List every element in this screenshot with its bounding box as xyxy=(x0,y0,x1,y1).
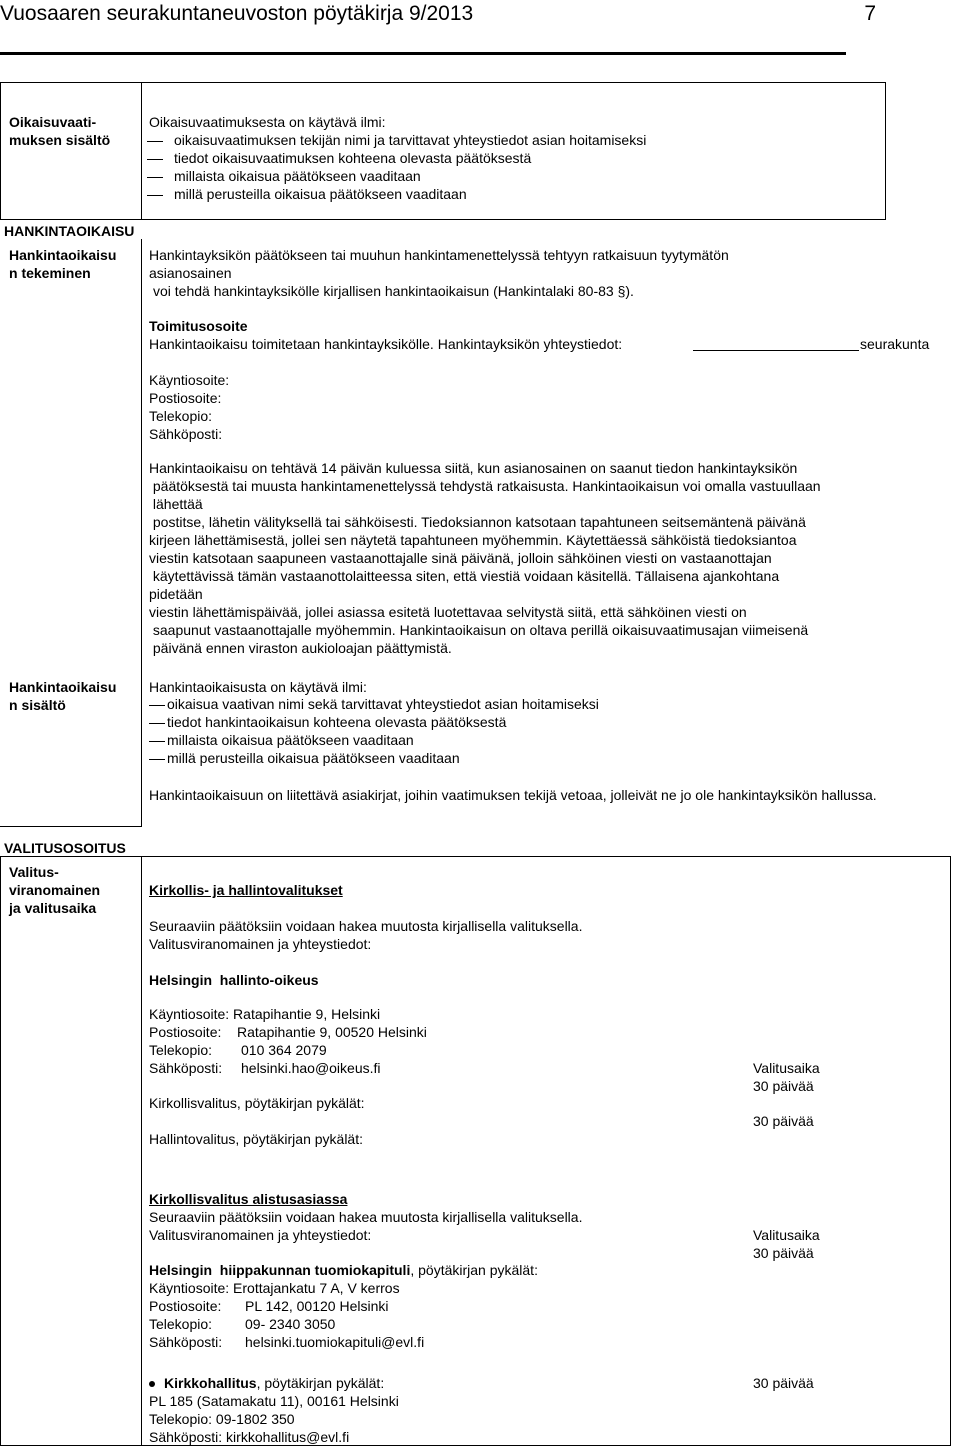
val-section-heading: VALITUSOSOITUS xyxy=(4,840,126,856)
tk-tele-label: Telekopio: xyxy=(149,1316,213,1332)
kh2-suffix: , pöytäkirjan pykälät: xyxy=(256,1375,385,1391)
hank-item: millä perusteilla oikaisua päätökseen vaaditaan xyxy=(167,750,460,766)
val-label-line2: viranomainen xyxy=(9,882,101,898)
kh2-tele: Telekopio: 09-1802 350 xyxy=(149,1411,295,1427)
hank-p2-line: käytettävissä tämän vastaanottolaitteessa siten, että viestiä voidaan käsitellä. Tällaisena ajankohtana xyxy=(149,568,780,584)
sahkoposti-label: Sähköposti: xyxy=(149,426,223,442)
hank-attach: Hankintaoikaisuun on liitettävä asiakirjat, joihin vaatimuksen tekijä vetoaa, jolleivät ne jo ole hankintayksikön hallussa. xyxy=(149,787,877,803)
document-title: Vuosaaren seurakuntaneuvoston pöytäkirja 9/2013 xyxy=(0,2,474,25)
hank-p2-line: viestin katsotaan saapuneen vastaanottajalle sinä päivänä, jolloin sähköinen viesti on vastaanottajan xyxy=(149,550,772,566)
kh2-line xyxy=(149,1374,384,1392)
hank-p2-line: päivänä ennen viraston aukioloajan päättymistä. xyxy=(149,640,452,656)
hank-p2-line: kirjeen lähettämisestä, jollei sen näytetä tapahtuneen myöhemmin. Käytettäessä sähköistä tiedoksiantoa xyxy=(149,532,797,548)
valitusaika2-days: 30 päivää xyxy=(753,1245,814,1261)
bullet-icon xyxy=(149,1381,155,1387)
hank-p2-line: pidetään xyxy=(149,586,203,602)
dash-icon xyxy=(147,141,163,142)
page-number: 7 xyxy=(864,2,876,25)
tk-name: Helsingin hiippakunnan tuomiokapituli xyxy=(149,1262,411,1278)
dash-icon xyxy=(147,177,163,178)
kh2-email: Sähköposti: kirkkohallitus@evl.fi xyxy=(149,1429,350,1445)
hallintovalitus-pykalat: Hallintovalitus, pöytäkirjan pykälät: xyxy=(149,1131,363,1147)
tk-tele-value: 09- 2340 3050 xyxy=(245,1316,336,1332)
court-tele-label: Telekopio: xyxy=(149,1042,213,1058)
hank-label1-line2: n tekeminen xyxy=(9,265,91,281)
kh2-addr: PL 185 (Satamakatu 11), 00161 Helsinki xyxy=(149,1393,399,1409)
tk-email-value: helsinki.tuomiokapituli@evl.fi xyxy=(245,1334,425,1350)
oik-label xyxy=(9,113,110,149)
hank-divider xyxy=(141,239,142,826)
ka-heading: Kirkollisvalitus alistusasiassa xyxy=(149,1191,348,1207)
hank-p1-line3: voi tehdä hankintayksikölle kirjallisen hankintaoikaisun (Hankintalaki 80-83 §). xyxy=(153,283,634,299)
oik-label-line2: muksen sisältö xyxy=(9,132,111,148)
oik-item: tiedot oikaisuvaatimuksen kohteena olevasta päätöksestä xyxy=(174,150,532,166)
tk-kaynti: Käyntiosoite: Erottajankatu 7 A, V kerros xyxy=(149,1280,400,1296)
kh-heading: Kirkollis- ja hallintovalitukset xyxy=(149,882,343,898)
oik-label-line1: Oikaisuvaati- xyxy=(9,114,97,130)
hallintovalitus-days: 30 päivää xyxy=(753,1113,814,1129)
court-name: Helsingin hallinto-oikeus xyxy=(149,972,319,988)
hank-p1-line2: asianosainen xyxy=(149,265,232,281)
blank-underline xyxy=(693,350,859,351)
hank-p2-line: postitse, lähetin välityksellä tai sähköisesti. Tiedoksiannon katsotaan tapahtuneen seitsemäntenä päivänä xyxy=(149,514,806,530)
posti-label: Postiosoite: xyxy=(149,390,222,406)
hank-p2-line: päätöksestä tai muusta hankintamenettelyssä tehdystä ratkaisusta. Hankintaoikaisun voi omalla vastuullaan xyxy=(149,478,821,494)
valitusaika-days: 30 päivää xyxy=(753,1078,814,1094)
val-label xyxy=(9,863,100,917)
kirkollisvalitus-pykalat: Kirkollisvalitus, pöytäkirjan pykälät: xyxy=(149,1095,365,1111)
hank-p2-line: Hankintaoikaisu on tehtävä 14 päivän kuluessa siitä, kun asianosainen on saanut tiedon hankintayksikön xyxy=(149,460,798,476)
dash-icon xyxy=(149,741,165,742)
dash-icon xyxy=(149,705,165,706)
court-email-value: helsinki.hao@oikeus.fi xyxy=(241,1060,381,1076)
dash-icon xyxy=(149,723,165,724)
tk-email-label: Sähköposti: xyxy=(149,1334,223,1350)
court-posti-label: Postiosoite: xyxy=(149,1024,222,1040)
dash-icon xyxy=(147,159,163,160)
valitusaika2-label: Valitusaika xyxy=(753,1227,820,1243)
hank-label-tekeminen xyxy=(9,246,116,282)
hank-section-heading: HANKINTAOIKAISU xyxy=(4,223,135,239)
dash-icon xyxy=(149,759,165,760)
val-top-rule xyxy=(0,826,142,827)
valitusaika-label: Valitusaika xyxy=(753,1060,820,1076)
hank-label2-line1: Hankintaoikaisu xyxy=(9,679,117,695)
tk-posti-label: Postiosoite: xyxy=(149,1298,222,1314)
court-email-label: Sähköposti: xyxy=(149,1060,223,1076)
toimitus-suffix: seurakunta xyxy=(860,336,930,352)
kh-p2: Valitusviranomainen ja yhteystiedot: xyxy=(149,936,372,952)
val-label-line3: ja valitusaika xyxy=(9,900,97,916)
kaynti-label: Käyntiosoite: xyxy=(149,372,230,388)
kh2-days: 30 päivää xyxy=(753,1375,814,1391)
ka-p1: Seuraaviin päätöksiin voidaan hakea muutosta kirjallisella valituksella. xyxy=(149,1209,583,1225)
kh-p1: Seuraaviin päätöksiin voidaan hakea muutosta kirjallisella valituksella. xyxy=(149,918,583,934)
hank-label2-line2: n sisältö xyxy=(9,697,66,713)
court-posti-value: Ratapihantie 9, 00520 Helsinki xyxy=(237,1024,427,1040)
court-tele-value: 010 364 2079 xyxy=(241,1042,327,1058)
hank-p2-line: viestin lähettämispäivää, jollei asiassa esitetä luotettavaa selvitystä siitä, että sähköinen viesti on xyxy=(149,604,747,620)
hank-label1-line1: Hankintaoikaisu xyxy=(9,247,117,263)
telekopio-label: Telekopio: xyxy=(149,408,213,424)
hank-p2 xyxy=(149,459,909,657)
tk-suffix: , pöytäkirjan pykälät: xyxy=(410,1262,538,1278)
oik-intro: Oikaisuvaatimuksesta on käytävä ilmi: xyxy=(149,114,386,130)
oik-top-row xyxy=(0,82,886,103)
ka-p2: Valitusviranomainen ja yhteystiedot: xyxy=(149,1227,372,1243)
hank-item: millaista oikaisua päätökseen vaaditaan xyxy=(167,732,414,748)
hank-item: oikaisua vaativan nimi sekä tarvittavat yhteystiedot asian hoitamiseksi xyxy=(167,696,599,712)
hank-item: tiedot hankintaoikaisun kohteena olevasta päätöksestä xyxy=(167,714,507,730)
header-rule xyxy=(0,52,846,55)
oik-item: millä perusteilla oikaisua päätökseen vaaditaan xyxy=(174,186,467,202)
court-kaynti: Käyntiosoite: Ratapihantie 9, Helsinki xyxy=(149,1006,381,1022)
toimitus-heading: Toimitusosoite xyxy=(149,318,248,334)
tk-posti-value: PL 142, 00120 Helsinki xyxy=(245,1298,389,1314)
oik-item: millaista oikaisua päätökseen vaaditaan xyxy=(174,168,421,184)
hank-p2-line: lähettää xyxy=(149,496,203,512)
hank-p1-line1: Hankintayksikön päätökseen tai muuhun hankintamenettelyssä tehtyyn ratkaisuun tyytymätön xyxy=(149,247,729,263)
dash-icon xyxy=(147,195,163,196)
toimitus-text: Hankintaoikaisu toimitetaan hankintayksikölle. Hankintayksikön yhteystiedot: xyxy=(149,336,623,352)
kh2-name: Kirkkohallitus xyxy=(164,1375,257,1391)
hank-p2-line: saapunut vastaanottajalle myöhemmin. Hankintaoikaisun on oltava perillä oikaisuvaatimusajan viimeisenä xyxy=(149,622,809,638)
hank-label-sisalto xyxy=(9,678,116,714)
oik-item: oikaisuvaatimuksen tekijän nimi ja tarvittavat yhteystiedot asian hoitamiseksi xyxy=(174,132,647,148)
val-label-box xyxy=(0,856,142,1446)
hank-intro2: Hankintaoikaisusta on käytävä ilmi: xyxy=(149,679,367,695)
val-label-line1: Valitus- xyxy=(9,864,59,880)
tk-name-line xyxy=(149,1261,538,1279)
